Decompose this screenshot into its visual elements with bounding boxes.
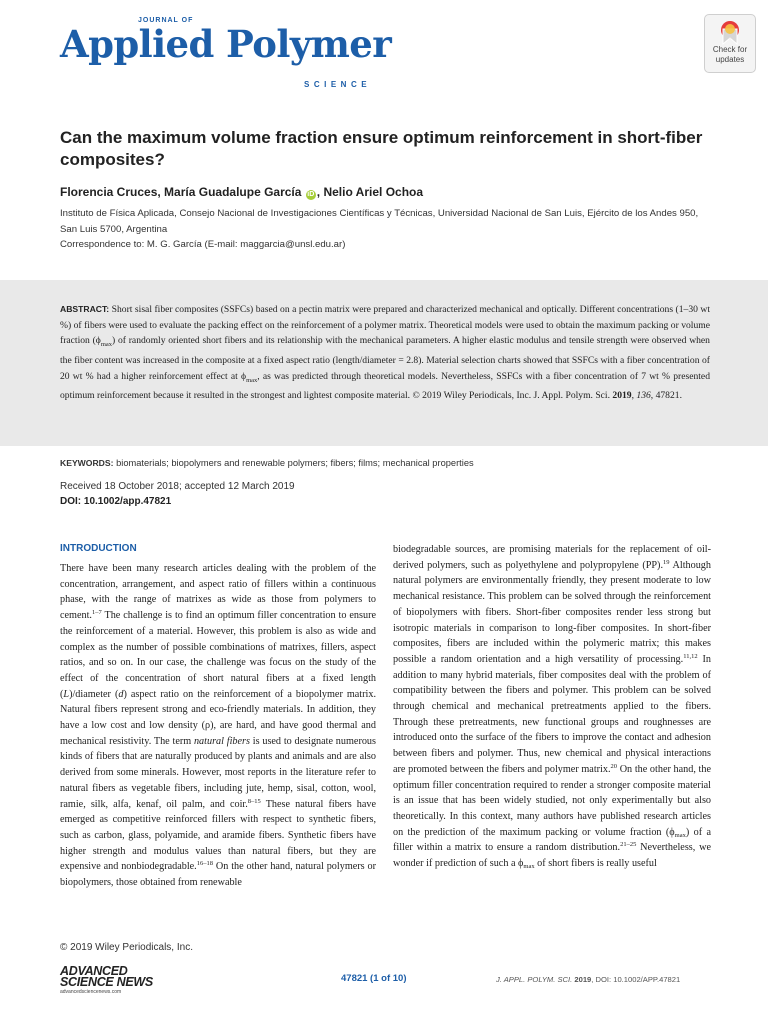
section-heading-introduction: INTRODUCTION: [60, 543, 137, 554]
copyright: © 2019 Wiley Periodicals, Inc.: [60, 942, 193, 953]
max-subscript: max: [100, 341, 113, 349]
body-column-left: [60, 561, 376, 891]
bookmark-icon: [719, 19, 741, 45]
reference-link[interactable]: 16–18: [196, 860, 213, 868]
max-subscript: max: [246, 376, 258, 384]
body-column-right: [393, 542, 711, 872]
phi-symbol: ϕ: [669, 826, 675, 838]
footer-journal: J. APPL. POLYM. SCI.: [496, 975, 573, 984]
abstract-volume: 136: [636, 390, 651, 402]
abstract-part: ) of randomly oriented short fibers and its relationship with the mechanical parameters. A higher elastic modulus and tensile strength were observed when the fiber content was increased in the composite at a fixed aspect ratio (length/diameter = 2.8). Material selection charts showed that SSFCs with a fiber concentration of 20 wt % had a higher reinforcement effect at: [60, 335, 710, 382]
body-text: Nevertheless, we wonder if prediction of such a: [393, 842, 711, 870]
body-text: )/diameter (: [69, 688, 119, 700]
abstract-part: Short sisal fiber composites (SSFCs) based on a pectin matrix were prepared and characterized mechanical and optically. Different concentrations (1–30 wt %) of fibers were used to evaluate the packing effect on the reinforcement of a polymer matrix. Theoretical models were used to obtain the maximum packing or volume fraction (: [60, 304, 710, 347]
received-dates: Received 18 October 2018; accepted 12 March 2019: [60, 481, 295, 492]
phi-symbol: ϕ: [518, 858, 524, 870]
check-updates-line1: Check for: [712, 45, 748, 54]
reference-link[interactable]: 8–15: [247, 797, 261, 805]
keywords: [60, 458, 710, 468]
author-ochoa: , Nelio Ariel Ochoa: [316, 185, 424, 199]
doi-link[interactable]: DOI: 10.1002/app.47821: [60, 496, 172, 507]
logo-journal-of: JOURNAL OF: [138, 17, 194, 24]
affiliation-block: [60, 206, 715, 253]
body-text: biodegradable sources, are promising materials for the replacement of oil-derived polymers, such as polyethylene and polypropylene (PP).: [393, 544, 711, 571]
keywords-label: KEYWORDS:: [60, 458, 114, 468]
body-text: of short fibers is really useful: [534, 858, 657, 870]
symbol-L: L: [63, 688, 70, 700]
reference-link[interactable]: 21–25: [620, 841, 637, 849]
term-natural-fibers: natural fibers: [193, 735, 250, 747]
keywords-text: biomaterials; biopolymers and renewable polymers; fibers; films; mechanical properties: [116, 458, 474, 468]
reference-link[interactable]: 19: [663, 558, 670, 566]
author-garcia[interactable]: María Guadalupe García: [164, 185, 302, 199]
reference-link[interactable]: 11,12: [683, 652, 698, 660]
asn-url: advancedsciencenews.com: [60, 989, 122, 995]
orcid-icon[interactable]: iD: [307, 191, 315, 198]
body-text: There have been many research articles dealing with the problem of the concentration, arrangement, and aspect ratio of fillers within a continuous phase, with the range of matrixes as wide as those from polymers to cement.: [60, 563, 376, 622]
logo-journal-name: Applied Polymer: [60, 22, 392, 66]
abstract-year: 2019: [612, 390, 632, 402]
footer-doi: , DOI: 10.1002/APP.47821: [591, 975, 681, 984]
abstract-text: ABSTRACT: Short sisal fiber composites (SSFCs) based on a pectin matrix were prepared and characterized mechanical and optically. Different concentrations (1–30 wt %) of fibers were used to evaluate the packing effect on the reinforcement of a polymer matrix. Theoretical models were used to obtain the maximum packing or volume fraction $(\phi_{max})$ of randomly oriented short fibers and its relationship with the mechanical parameters. A higher elastic modulus and tensile strength were observed when the fiber content was increased in the composite at a fixed aspect ratio (length/diameter = 2.8). Material selection charts showed that SSFCs with a fiber concentration of 20 wt % had a higher reinforcement effect at $\phi_{max}$, as was predicted through theoretical models. Nevertheless, SSFCs with a fiber concentration of 7 wt % presented optimum reinforcement because it resulted in the strongest and lightest composite material. © 2019 Wiley Periodicals, Inc. J. Appl. Polym. Sci. 2019, 136, 47821.: [60, 304, 710, 402]
author-cruces: Florencia Cruces,: [60, 185, 165, 199]
article-title: Can the maximum volume fraction ensure optimum reinforcement in short-fiber composites?: [60, 128, 703, 169]
abstract-label: ABSTRACT:: [60, 304, 110, 314]
phi-symbol: ϕ: [95, 335, 101, 347]
body-text: is used to designate numerous kinds of fibers that are naturally produced by plants and animals and are also derived from some minerals. However, most reports in the literature refer to natural fibers as vegetable fibers, including jute, hemp, sisal, cotton, wool, ramie, silk, alfa, kenaf, oil palm, and coir.: [60, 735, 376, 810]
journal-logo: [60, 14, 390, 92]
symbol-d: d: [118, 688, 124, 700]
body-text: Although natural polymers are environmentally friendly, they present moderate to low mechanical resistance. This problem can be solved through the reinforcement of biopolymers with fibers. Short-fiber composites render less strong but isotropic materials in comparison to long-fiber composites. In short-fiber composites, fibers are included within the polymeric matrix; this makes possible a random orientation and a high versatility of processing.: [393, 559, 711, 665]
asn-line1: ADVANCED: [60, 964, 128, 978]
reference-link[interactable]: 1–7: [91, 609, 102, 617]
body-text: In addition to many hybrid materials, fiber composites deal with the problem of compatibility between the fibers and polymer. This problem can be solved through chemical and mechanical pretreatments applied to the fibers. Through these pretreatments, new functional groups and roughnesses are introduced onto the surface of the fibers to improve the contact and adhesion between fibers and polymer. Thus, new chemical and physical interactions are promoted between the fibers and polymer matrix.: [393, 653, 711, 775]
affiliation-institute: Instituto de Física Aplicada, Consejo Nacional de Investigaciones Científicas y Técnicas, Universidad Nacional de San Luis, Ejército de los Andes 950, San Luis 5700, Argentina: [60, 208, 699, 235]
body-text: ) aspect ratio on the reinforcement of a biopolymer matrix. Natural fibers represent strong and eco-friendly materials. In addition, they have a low cost and low density (ρ), are hard, and have good thermal and mechanical resistivity. The term: [60, 688, 376, 747]
body-text: On the other hand, natural polymers or biopolymers, those obtained from renewable: [60, 861, 376, 889]
abstract-part: , 47821.: [650, 390, 682, 402]
check-for-updates-button[interactable]: [704, 14, 756, 73]
footer-year: 2019: [574, 975, 592, 984]
body-text: ) of a filler within a matrix to ensure a random distribution.: [393, 826, 711, 854]
body-text: On the other hand, the optimum filler concentration required to render a stronger composite material is an issue that has been widely studied, not only experimentally but also theoretically. In this context, many authors have published research articles on the prediction of the maximum packing or volume fraction (: [393, 763, 711, 838]
advanced-science-news-logo[interactable]: [60, 966, 170, 1000]
body-text: The challenge is to find an optimum filler concentration to ensure the reinforcement of a material. However, this problem is also as wide and complex as the number of possible combinations of matrixes, fillers, aspect ratios, and so on. In our case, the challenge was focus on the study of the effect of the concentration of short natural fibers at a fixed length (: [60, 610, 376, 700]
footer-citation: [496, 975, 680, 984]
logo-science: SCIENCE: [304, 80, 372, 89]
body-text: These natural fibers have emerged as competitive reinforced fillers with respect to synthetic fibers, such as carbon, glass, polyamide, and aramide fibers. Synthetic fibers have higher strength and modulus values than natural fibers, but they are expensive and nonbiodegradable.: [60, 798, 376, 873]
reference-link[interactable]: 20: [610, 762, 618, 770]
check-updates-line2: updates: [715, 54, 745, 64]
max-subscript: max: [674, 831, 686, 839]
abstract-part: , as was predicted through theoretical models. Nevertheless, SSFCs with a fiber concentration of 7 wt % presented optimum reinforcement because it resulted in the strongest and lightest composite material. © 2019 Wiley Periodicals, Inc. J. Appl. Polym. Sci.: [60, 370, 710, 402]
page-number: 47821 (1 of 10): [341, 973, 407, 984]
asn-line2: SCIENCE NEWS: [60, 975, 153, 989]
correspondence: Correspondence to: M. G. García (E-mail: maggarcia@unsl.edu.ar): [60, 239, 346, 250]
author-list: [60, 185, 423, 200]
phi-symbol: ϕ: [241, 370, 247, 382]
max-subscript: max: [523, 863, 535, 871]
